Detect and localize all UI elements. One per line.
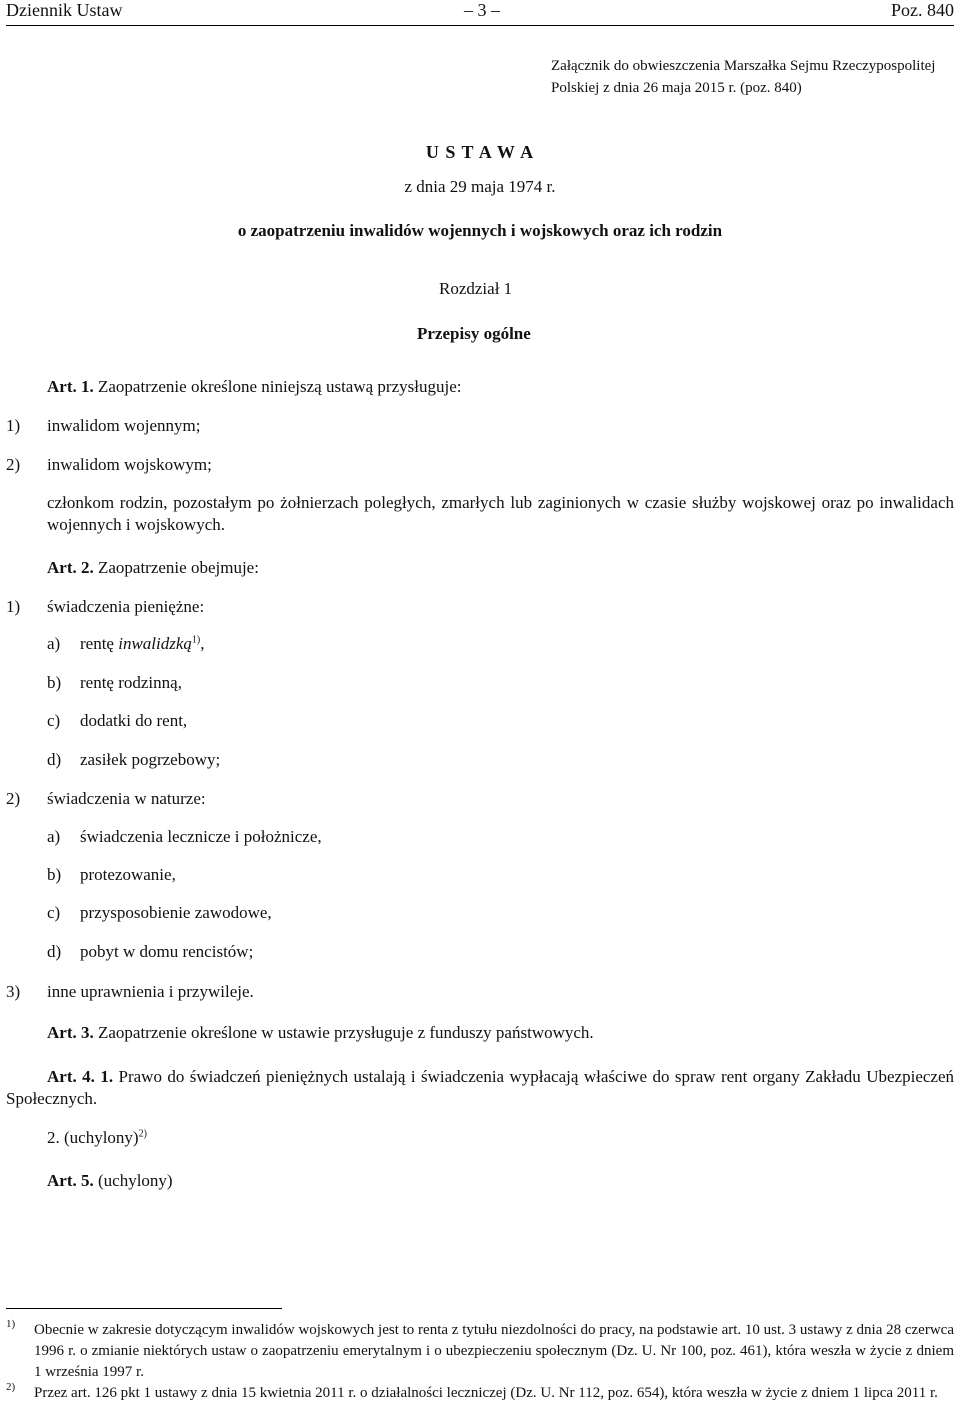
sub-item-text: dodatki do rent, bbox=[80, 711, 188, 730]
header-divider bbox=[6, 25, 954, 26]
footnote-2-text: Przez art. 126 pkt 1 ustawy z dnia 15 kwietnia 2011 r. o działalności leczniczej (Dz. U. Nr 112, poz. 654), która weszła w życie z dniem 1 lipca 2011 r. bbox=[34, 1385, 938, 1401]
sub-item-letter: a) bbox=[47, 634, 61, 653]
art-3-text: Zaopatrzenie określone w ustawie przysługuje z funduszy państwowych. bbox=[97, 1023, 594, 1042]
act-type: U S T A W A bbox=[425, 142, 535, 162]
sub-item-letter: c) bbox=[47, 711, 61, 730]
sub-item-letter: b) bbox=[47, 865, 62, 884]
sub-item-text: rentę rodzinną, bbox=[80, 673, 182, 692]
art-2-item-1-d bbox=[47, 750, 220, 770]
sub-item-text: zasiłek pogrzebowy; bbox=[80, 750, 221, 769]
footnote-divider bbox=[6, 1308, 282, 1309]
art-2 bbox=[47, 558, 259, 578]
art-2-item-2 bbox=[6, 788, 954, 810]
art-2-item-2-b bbox=[47, 865, 176, 885]
art-5-text: (uchylony) bbox=[97, 1171, 173, 1190]
act-title: o zaopatrzeniu inwalidów wojennych i wojskowych oraz ich rodzin bbox=[237, 221, 723, 240]
footnote-ref[interactable]: 2) bbox=[138, 1128, 147, 1140]
chapter-number: Rozdział 1 bbox=[439, 279, 513, 298]
art-1-item-3 bbox=[6, 492, 954, 536]
footnote-ref[interactable]: 1) bbox=[191, 634, 201, 646]
art-2-item-1-a bbox=[47, 634, 205, 654]
page-header bbox=[6, 0, 954, 24]
chapter-title: Przepisy ogólne bbox=[417, 324, 531, 343]
art-5-label: Art. 5. bbox=[47, 1171, 94, 1190]
sub-item-text: przysposobienie zawodowe, bbox=[80, 903, 272, 922]
sub-item-letter: b) bbox=[47, 673, 62, 692]
art-5 bbox=[47, 1171, 173, 1191]
art-1-text: Zaopatrzenie określone niniejszą ustawą przysługuje: bbox=[97, 377, 462, 396]
item-text: członkom rodzin, pozostałym po żołnierzach poległych, zmarłych lub zaginionych w czasie służby wojskowej oraz po inwalidach wojennych i wojskowych. bbox=[47, 493, 954, 534]
item-number: 2) bbox=[6, 789, 21, 808]
art-2-item-1-c bbox=[47, 711, 187, 731]
art-2-item-3 bbox=[6, 981, 954, 1003]
art-2-item-2-a bbox=[47, 827, 322, 847]
footnote-1-number: 1) bbox=[6, 1318, 16, 1330]
art-2-item-1-b bbox=[47, 673, 182, 693]
art-2-text: Zaopatrzenie obejmuje: bbox=[97, 558, 259, 577]
art-1 bbox=[47, 377, 461, 397]
item-number: 2) bbox=[6, 455, 21, 474]
sub-item-text: protezowanie, bbox=[80, 865, 176, 884]
art-4 bbox=[6, 1066, 954, 1110]
art-1-item-2 bbox=[6, 454, 954, 476]
art-4-paragraph-2 bbox=[47, 1128, 147, 1148]
item-text: świadczenia w naturze: bbox=[47, 789, 206, 808]
act-date: z dnia 29 maja 1974 r. bbox=[404, 177, 556, 196]
page-number: – 3 – bbox=[464, 0, 500, 20]
art-1-item-1 bbox=[6, 415, 954, 437]
art-4-text: Prawo do świadczeń pieniężnych ustalają i świadczenia wypłacają właściwe do spraw rent organy Zakładu Ubezpieczeń Społecznych. bbox=[6, 1067, 954, 1108]
annex-note: Załącznik do obwieszczenia Marszałka Sejmu Rzeczypospolitej Polskiej z dnia 26 maja 2015 r. (poz. 840) bbox=[551, 58, 936, 96]
sub-item-letter: d) bbox=[47, 750, 62, 769]
art-2-item-2-d bbox=[47, 942, 253, 962]
art-4-label: Art. 4. 1. bbox=[47, 1067, 114, 1086]
item-number: 1) bbox=[6, 597, 21, 616]
sub-item-tail: , bbox=[200, 634, 205, 653]
item-number bbox=[6, 492, 47, 514]
item-text: inwalidom wojskowym; bbox=[47, 455, 212, 474]
art-2-label: Art. 2. bbox=[47, 558, 94, 577]
item-number: 3) bbox=[6, 982, 21, 1001]
sub-item-letter: d) bbox=[47, 942, 62, 961]
position-number: Poz. 840 bbox=[891, 0, 954, 20]
art-3-label: Art. 3. bbox=[47, 1023, 94, 1042]
footnote-1-text: Obecnie w zakresie dotyczącym inwalidów wojskowych jest to renta z tytułu niezdolności do pracy, na podstawie art. 10 ust. 3 ustawy z dnia 28 czerwca 1996 r. o zmianie niektórych ustaw o zaopatrzeniu emerytalnym i o ubezpieczeniu społecznym (Dz. U. Nr 100, poz. 461), która weszła w życie z dniem 1 września 1997 r. bbox=[34, 1322, 954, 1380]
journal-name: Dziennik Ustaw bbox=[6, 0, 123, 20]
sub-item-text: świadczenia lecznicze i położnicze, bbox=[80, 827, 322, 846]
art-2-item-1 bbox=[6, 596, 954, 618]
sub-item-italic: inwalidzką bbox=[118, 634, 192, 653]
sub-item-letter: c) bbox=[47, 903, 61, 922]
item-text: świadczenia pieniężne: bbox=[47, 597, 205, 616]
art-4-p2-text: 2. (uchylony) bbox=[47, 1128, 139, 1147]
item-text: inwalidom wojennym; bbox=[47, 416, 201, 435]
art-3 bbox=[47, 1023, 594, 1043]
footnote-2-number: 2) bbox=[6, 1381, 16, 1393]
item-text: inne uprawnienia i przywileje. bbox=[47, 982, 254, 1001]
art-1-label: Art. 1. bbox=[47, 377, 94, 396]
sub-item-letter: a) bbox=[47, 827, 61, 846]
sub-item-text: rentę bbox=[80, 634, 119, 653]
sub-item-text: pobyt w domu rencistów; bbox=[80, 942, 254, 961]
item-number: 1) bbox=[6, 416, 21, 435]
art-2-item-2-c bbox=[47, 903, 272, 923]
